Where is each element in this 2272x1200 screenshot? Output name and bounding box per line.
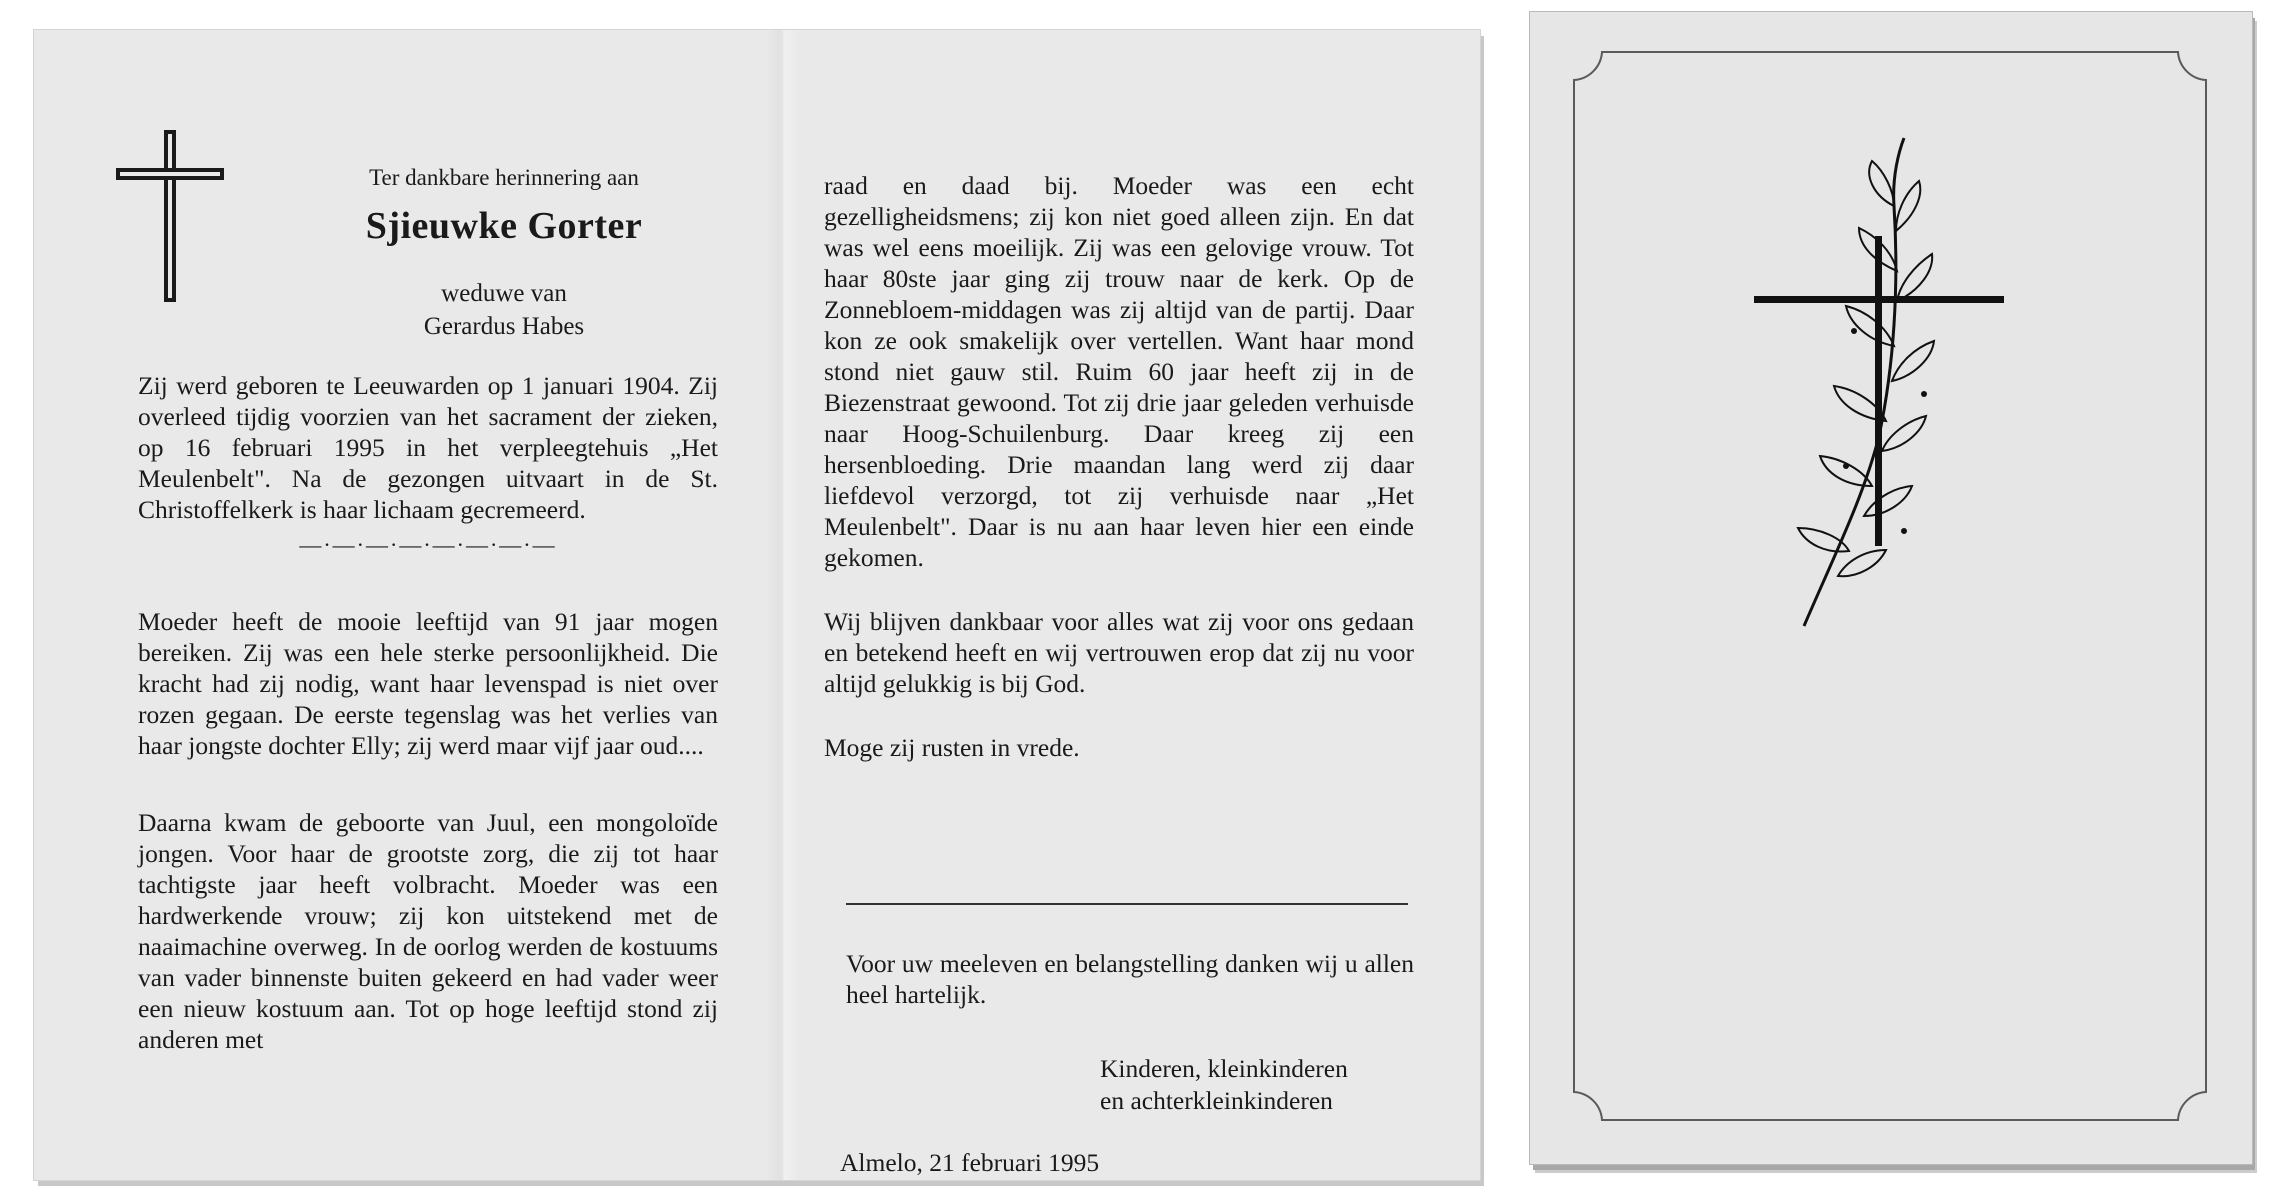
life-paragraph-3: raad en daad bij. Moeder was een echt gezelligheidsmens; zij kon niet goed alleen zijn. En dat was wel eens moeilijk. Zij was een gelovige vrouw. Tot haar 80ste jaar ging zij trouw naar de kerk. Op de Zonnebloem-middagen was zij altijd van de partij. Daar kon ze ook smakelijk over vertellen. Want haar mond stond niet gauw stil. Ruim 60 jaar heeft zij in de Biezenstraat gewoond. Tot zij drie jaar geleden verhuisde naar Hoog-Schuilenburg. Daar kreeg zij een hersenbloeding. Drie maandan lang werd zij daar liefdevol verzorgd, tot zij verhuisde naar „Het Meulenbelt". Daar is nu aan haar leven hier een einde gekomen. [824, 171, 1414, 572]
signature-line-1: Kinderen, kleinkinderen [1100, 1054, 1348, 1083]
husband-name: Gerardus Habes [423, 313, 585, 340]
life-paragraph-2: Daarna kwam de geboorte van Juul, een mongoloïde jongen. Voor haar de grootste zorg, die zij tot haar tachtigste jaar heeft volbracht. Moeder was een hardwerkende vrouw; zij kon uitstekend met de naaimachine overweg. In de oorlog werden de kostuums van vader binnenste buiten gekeerd en had vader weer een nieuw kostuum aan. Tot op hoge leeftijd stond zij anderen met [138, 808, 718, 1054]
cross-with-branch-icon [1754, 136, 2004, 636]
right-column [824, 170, 1414, 763]
horizontal-rule [846, 903, 1408, 905]
left-column [138, 370, 718, 1055]
memorial-card-cover [1530, 12, 2252, 1164]
birth-death-paragraph: Zij werd geboren te Leeuwarden op 1 januari 1904. Zij overleed tijdig voorzien van het sacrament der zieken, op 16 februari 1995 in het verpleegtehuis „Het Meulenbelt". Na de gezongen uitvaart in de St. Christoffelkerk is haar lichaam gecremeerd. [138, 371, 718, 524]
deceased-name: Sjieuwke Gorter [365, 205, 643, 247]
life-paragraph-1: Moeder heeft de mooie leeftijd van 91 jaar mogen bereiken. Zij was een hele sterke persoonlijkheid. Die kracht had zij nodig, want haar levenspad is niet over rozen gegaan. De eerste tegenslag was het verlies van haar jongste dochter Elly; zij werd maar vijf jaar oud.... [138, 607, 718, 760]
cross-icon [114, 128, 226, 304]
thanks-paragraph: Voor uw meeleven en belangstelling danken wij u allen heel hartelijk. [846, 949, 1414, 1009]
memorial-card-inside [34, 30, 1480, 1180]
widow-of-label: weduwe van [441, 280, 567, 307]
card-fold [766, 30, 800, 1180]
rest-in-peace: Moge zij rusten in vrede. [824, 733, 1080, 762]
signature-line-2: en achterkleinkinderen [1100, 1086, 1333, 1115]
place-and-date: Almelo, 21 februari 1995 [840, 1148, 1100, 1177]
dedication-intro: Ter dankbare herinnering aan [369, 165, 639, 190]
decorative-divider: —·—·—·—·—·—·—·— [299, 532, 557, 557]
signature-block [1100, 1053, 1348, 1117]
gratitude-paragraph: Wij blijven dankbaar voor alles wat zij voor ons gedaan en betekend heeft en wij vertrouwen erop dat zij nu voor altijd gelukkig is bij God. [824, 607, 1414, 698]
